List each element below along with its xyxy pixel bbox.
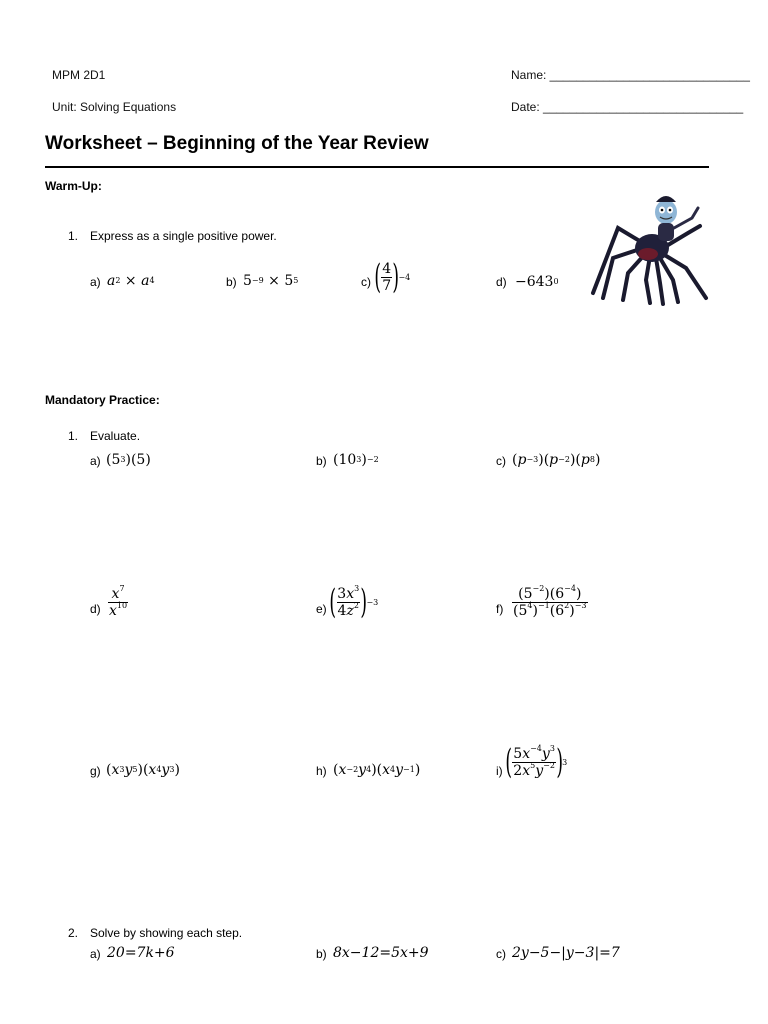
q1-g-expression: ( x 3 y 5 )( x 4 y 3 ) <box>106 762 180 778</box>
q1-d-expression: $\frac{x^7}{x^{10}}$ <box>109 584 128 619</box>
q1-h-expression: ( x −2 y 4 )( x 4 y −1 ) <box>333 762 421 778</box>
warmup-b-label: b) <box>226 275 237 289</box>
q1-i-label: i) <box>496 764 503 778</box>
q1-d-label: d) <box>90 602 101 616</box>
q2-c-expression: 2y−5−|y−3|=7 <box>512 945 620 961</box>
mandatory-q1-text: Evaluate. <box>90 429 141 443</box>
page-title: Worksheet – Beginning of the Year Review <box>45 133 429 154</box>
warmup-c-expression: ( $\frac{4}{7}$ ) −4 <box>374 257 411 298</box>
q1-g-label: g) <box>90 764 101 778</box>
course-code: MPM 2D1 <box>52 68 106 82</box>
warmup-q1-number: 1. <box>68 229 79 243</box>
q1-e-expression: ( $\frac{3x^3}{4z^2}$ ) −3 <box>329 582 379 623</box>
spider-cartoon-icon <box>588 188 718 306</box>
date-field-label: Date: ______________________________ <box>511 100 744 114</box>
q1-a-label: a) <box>90 454 101 468</box>
mandatory-q1-number: 1. <box>68 429 79 443</box>
q1-f-label: f) <box>496 602 504 616</box>
warmup-heading: Warm-Up: <box>45 179 102 193</box>
unit-label: Unit: Solving Equations <box>52 100 177 114</box>
q1-e-label: e) <box>316 602 327 616</box>
q1-a-expression: ( 5 3 )( 5 ) <box>106 452 151 468</box>
q1-b-label: b) <box>316 454 327 468</box>
q1-i-expression: ( $\frac{5x^{-4}y^3}{2x^5y^{-2}}$ ) 3 <box>505 742 568 783</box>
q2-c-label: c) <box>496 947 506 961</box>
mandatory-q2-text: Solve by showing each step. <box>90 926 243 940</box>
mandatory-heading: Mandatory Practice: <box>45 393 160 407</box>
warmup-b-expression: 5 −9 × 5 5 <box>243 273 299 289</box>
warmup-d-label: d) <box>496 275 507 289</box>
q1-h-label: h) <box>316 764 327 778</box>
q1-c-expression: ( p −3 )( p −2 )( p 8 ) <box>512 452 601 468</box>
warmup-q1-text: Express as a single positive power. <box>90 229 277 243</box>
q1-b-expression: ( 10 3 ) −2 <box>333 452 379 468</box>
warmup-a-label: a) <box>90 275 101 289</box>
q1-c-label: c) <box>496 454 506 468</box>
warmup-d-expression: −643 0 <box>515 274 559 290</box>
q2-b-expression: 8x−12=5x+9 <box>333 945 429 961</box>
q2-b-label: b) <box>316 947 327 961</box>
title-divider <box>45 166 709 168</box>
mandatory-q2-number: 2. <box>68 926 79 940</box>
warmup-c-label: c) <box>361 275 371 289</box>
q2-a-label: a) <box>90 947 101 961</box>
name-field-label: Name: ______________________________ <box>511 68 750 82</box>
q2-a-expression: 20=7k+6 <box>107 945 175 961</box>
warmup-a-expression: a 2 × a 4 <box>107 273 155 289</box>
q1-f-expression: $\frac{(5^{-2})(6^{-4})}{(5^4)^{-1}(6^2)^{-3}}$ <box>513 584 587 619</box>
